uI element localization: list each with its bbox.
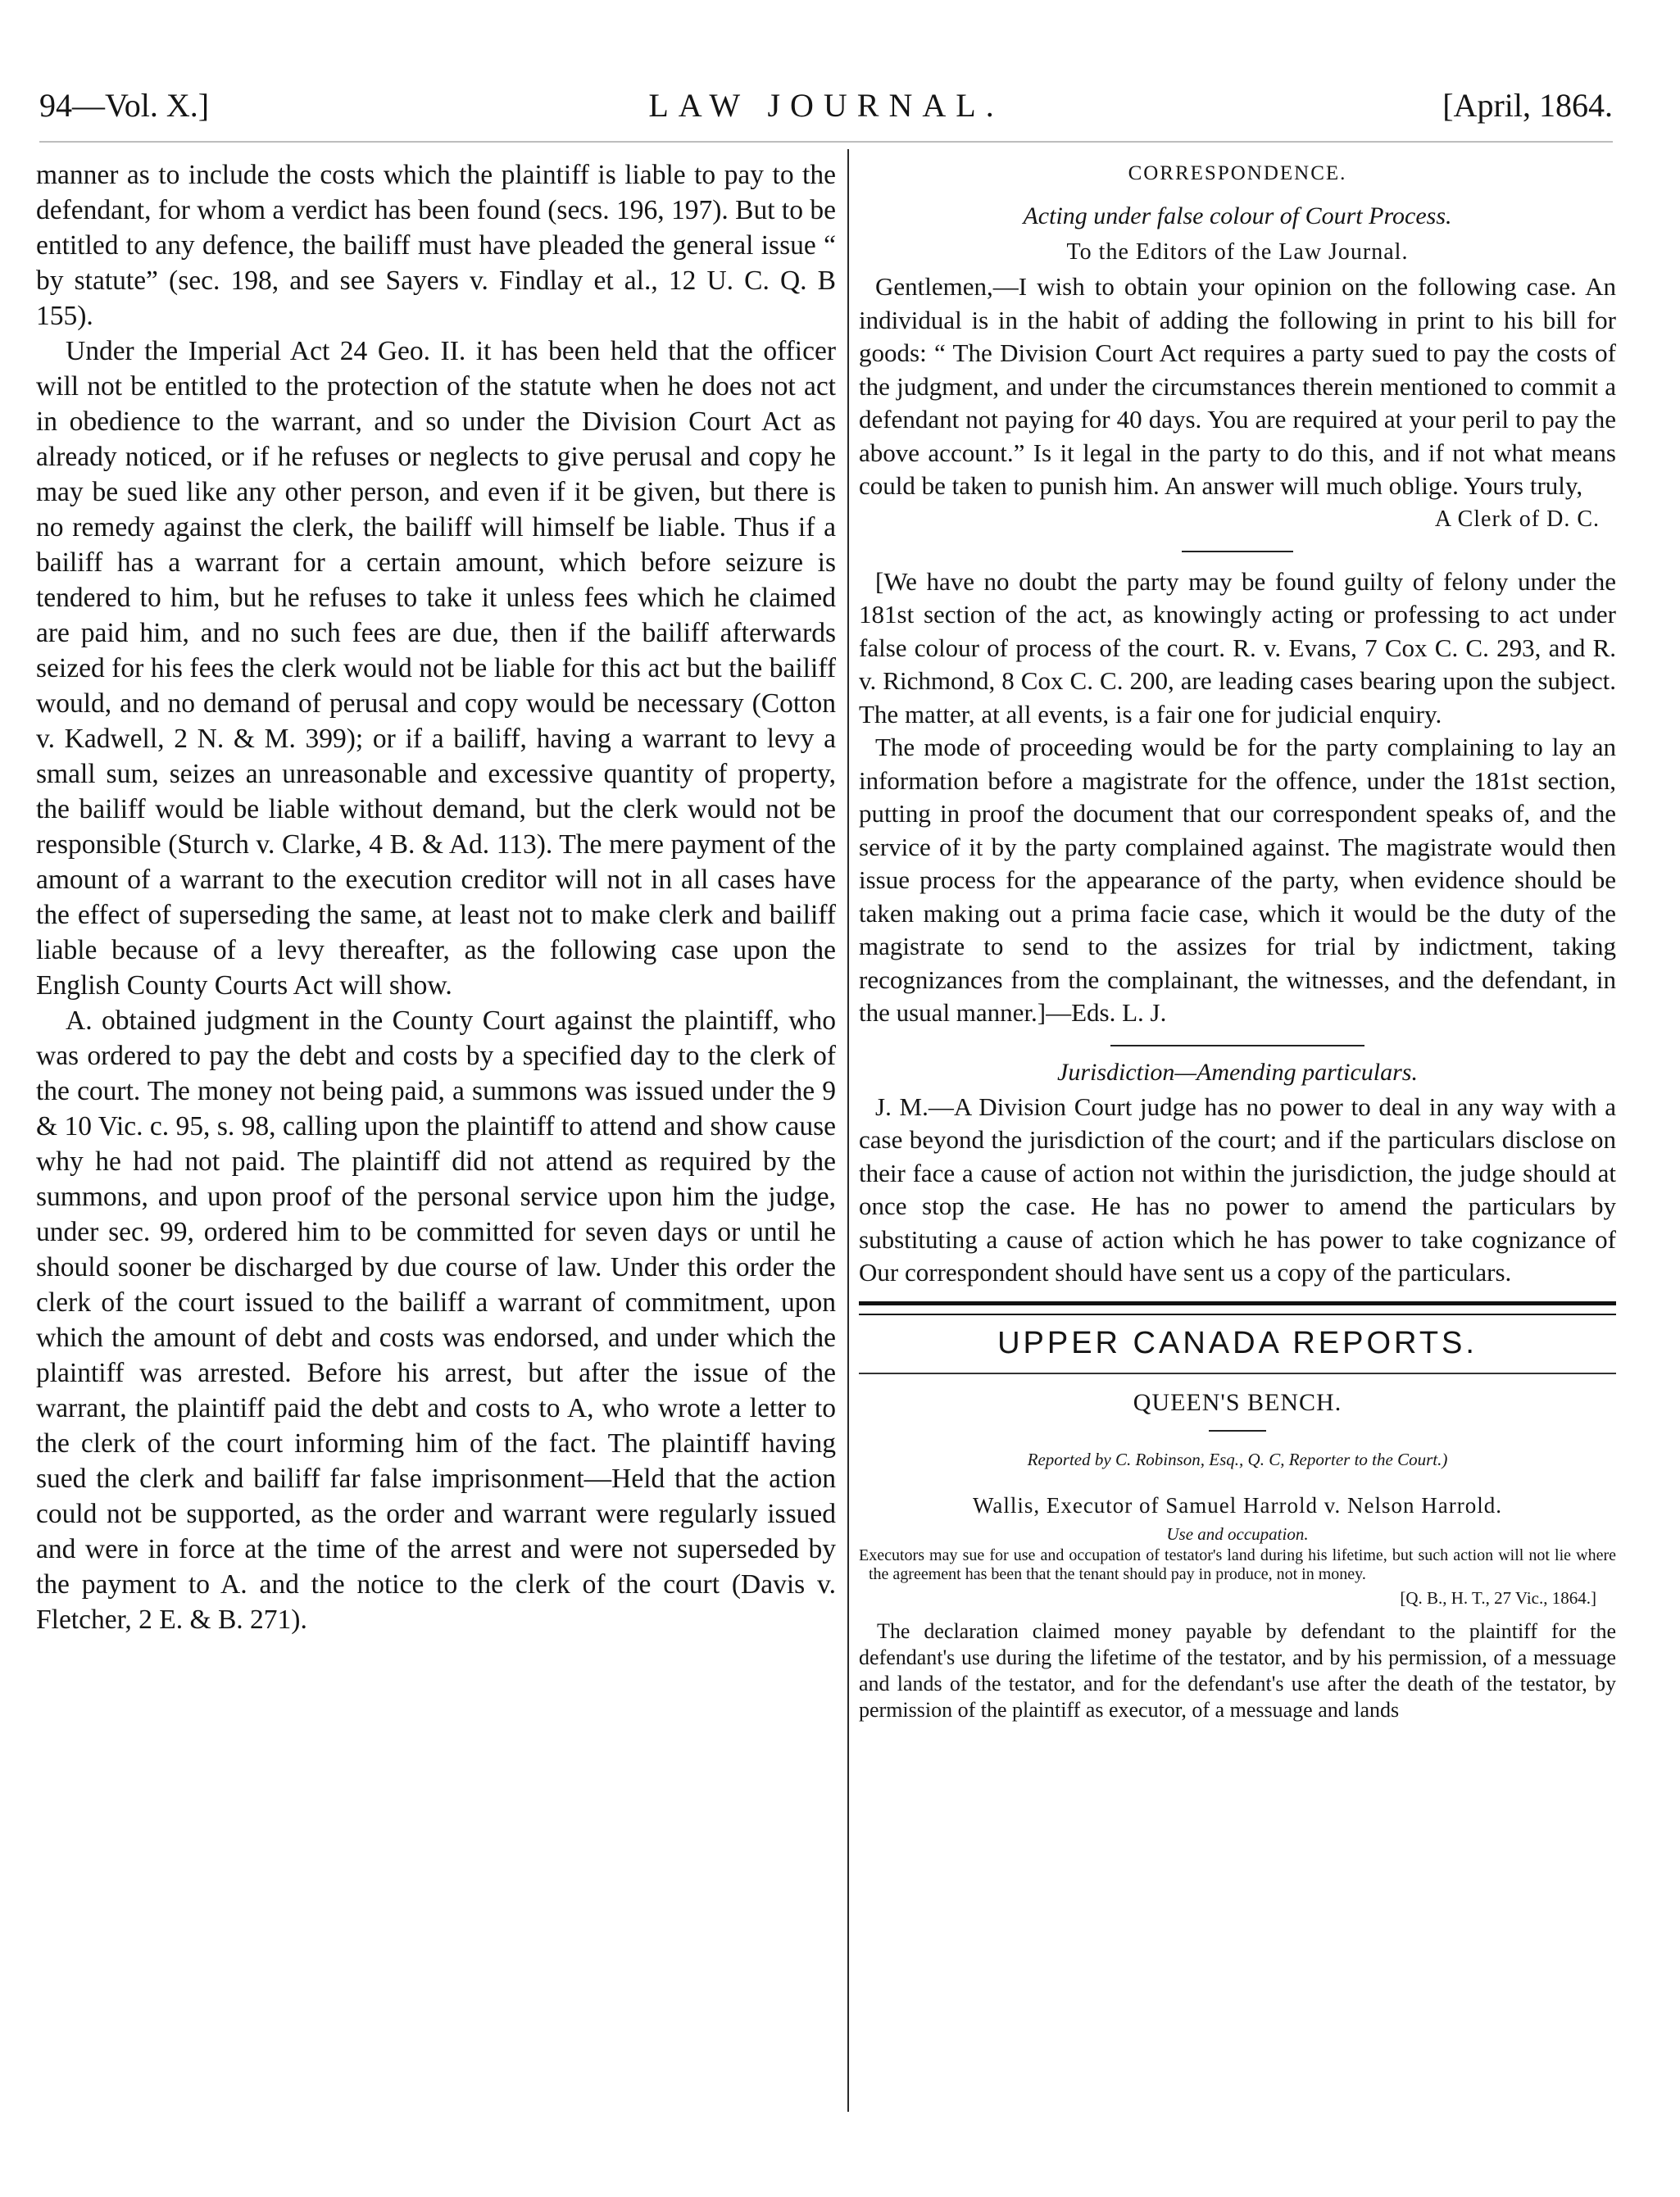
- case-topic: Use and occupation.: [1166, 1523, 1309, 1544]
- case-declaration: The declaration claimed money payable by defendant to the plaintiff for the defendant's use during the lifetime of the testator, and by his permission, of a messuage and lands of the testator, and for the defendant's use after the death of the testator, by permission of the plaintiff as executor, of a messuage and lands: [859, 1618, 1616, 1722]
- running-header: [39, 82, 1613, 129]
- letter-signature: A Clerk of D. C.: [1434, 506, 1600, 532]
- page-volume: 94—Vol. X.]: [39, 87, 210, 124]
- court-heading: QUEEN'S BENCH.: [1133, 1388, 1342, 1416]
- left-paragraph-3: A. obtained judgment in the County Court against the plaintiff, who was ordered to pay the debt and costs by a specified day to the clerk of the court. The money not being paid, a summons was issued under the 9 & 10 Vic. c. 95, s. 98, calling upon the plaintiff to attend and show cause why he had not paid. The plaintiff did not attend as required by the summons, and upon proof of the personal service upon him the judge, under sec. 99, ordered him to be committed for seven days or until he should sooner be discharged by due course of law. Under this order the clerk of the court issued to the bailiff a warrant of commitment, upon which the amount of debt and costs was endorsed, and under which the plaintiff was arrested. Before his arrest, but after the issue of the warrant, the plaintiff paid the debt and costs to A, who wrote a letter to the clerk of the court informing him of the fact. The plaintiff having sued the clerk and bailiff far false imprisonment—Held that the action could not be supported, as the order and warrant were regularly issued and were in force at the time of the arrest and were not superseded by the payment to A. and the notice to the clerk of the court (Davis v. Fletcher, 2 E. & B. 271).: [36, 1005, 836, 1635]
- case-headnote: Executors may sue for use and occupation of testator's land during his lifetime, but such action will not lie where the agreement has been that the tenant should pay in produce, not in money.: [859, 1546, 1616, 1583]
- jurisdiction-title: Jurisdiction—Amending particulars.: [1057, 1058, 1418, 1086]
- issue-date: [April, 1864.: [1442, 87, 1613, 124]
- letter-salutation-line: To the Editors of the Law Journal.: [1066, 239, 1409, 265]
- court-rule: [1209, 1430, 1266, 1432]
- left-column: [36, 157, 836, 1637]
- section-separator-rule: [1110, 1045, 1364, 1046]
- right-column: [859, 157, 1616, 1723]
- correspondence-heading: CORRESPONDENCE.: [1128, 162, 1347, 184]
- reports-under-rule: [859, 1373, 1616, 1374]
- letter-body: Gentlemen,—I wish to obtain your opinion on the following case. An individual is in the habit of adding the following in print to his bill for goods: “ The Division Court Act requires a party sued to pay the costs of the judgment, and under the circumstances therein mentioned to commit a defendant not paying for 40 days. You are required at your peril to pay the above account.” Is it legal in the party to do this, and if not what means could be taken to punish him. An answer will much oblige. Yours truly,: [859, 272, 1616, 500]
- jurisdiction-body: J. M.—A Division Court judge has no power to deal in any way with a case beyond the jurisdiction of the court; and if the particulars disclose on their face a cause of action not within the jurisdiction, the judge should at once stop the case. He has no power to amend the particulars by substituting a cause of action which he has power to take cognizance of Our correspondent should have sent us a copy of the particulars.: [859, 1092, 1616, 1287]
- letter-end-rule: [1182, 551, 1293, 552]
- editor-reply-2: The mode of proceeding would be for the party complaining to lay an information before a magistrate for the offence, under the 181st section, putting in proof the document that our correspondent speaks of, and the service of it by the party complained against. The magistrate would then issue process for the appearance of the party, when evidence should be taken making out a prima facie case, which it would be the duty of the magistrate to send to the assizes for trial by indictment, taking recognizances from the complainant, the witnesses, and the defendant, in the usual manner.]—Eds. L. J.: [859, 733, 1616, 1027]
- editor-reply-1: [We have no doubt the party may be found guilty of felony under the 181st section of the act, as knowingly acting or professing to act under false colour of process of the court. R. v. Evans, 7 Cox C. C. 293, and R. v. Richmond, 8 Cox C. C. 200, are leading cases bearing upon the subject. The matter, at all events, is a fair one for judicial enquiry.: [859, 566, 1616, 729]
- reports-heading: UPPER CANADA REPORTS.: [997, 1325, 1478, 1360]
- reporter-line: Reported by C. Robinson, Esq., Q. C, Reporter to the Court.): [1027, 1449, 1448, 1469]
- case-citation: [Q. B., H. T., 27 Vic., 1864.]: [1400, 1587, 1596, 1608]
- reports-double-rule: [859, 1301, 1616, 1315]
- header-rule: [39, 141, 1613, 143]
- column-divider: [847, 149, 849, 2112]
- left-paragraph-2: Under the Imperial Act 24 Geo. II. it has been held that the officer will not be entitled to the protection of the statute when he does not act in obedience to the warrant, and so under the Division Court Act as already noticed, or if he refuses or neglects to give perusal and copy he may be sued like any other person, and even if it be given, but there is no remedy against the clerk, the bailiff will himself be liable. Thus if a bailiff has a warrant for a certain amount, which before seizure is tendered to him, but he refuses to take it unless fees which he claimed are paid him, and no such fees are due, then if the bailiff afterwards seized for his fees the clerk would not be liable for this act but the bailiff would, and no demand of perusal and copy would be necessary (Cotton v. Kadwell, 2 N. & M. 399); or if a bailiff, having a warrant to levy a small sum, seizes an unreasonable and excessive quantity of property, the bailiff would be liable without demand, but the clerk would not be responsible (Sturch v. Clarke, 4 B. & Ad. 113). The mere payment of the amount of a warrant to the execution creditor will not in all cases have the effect of superseding the same, at least not to make clerk and bailiff liable because of a levy thereafter, as the following case upon the English County Courts Act will show.: [36, 336, 836, 1001]
- letter-title: Acting under false colour of Court Process.: [1023, 202, 1452, 229]
- journal-title: LAW JOURNAL.: [648, 87, 1004, 124]
- case-title: Wallis, Executor of Samuel Harrold v. Nelson Harrold.: [973, 1492, 1502, 1518]
- left-paragraph-1: manner as to include the costs which the plaintiff is liable to pay to the defendant, for whom a verdict has been found (secs. 196, 197). But to be entitled to any defence, the bailiff must have pleaded the general issue “ by statute” (sec. 198, and see Sayers v. Findlay et al., 12 U. C. Q. B 155).: [36, 160, 836, 331]
